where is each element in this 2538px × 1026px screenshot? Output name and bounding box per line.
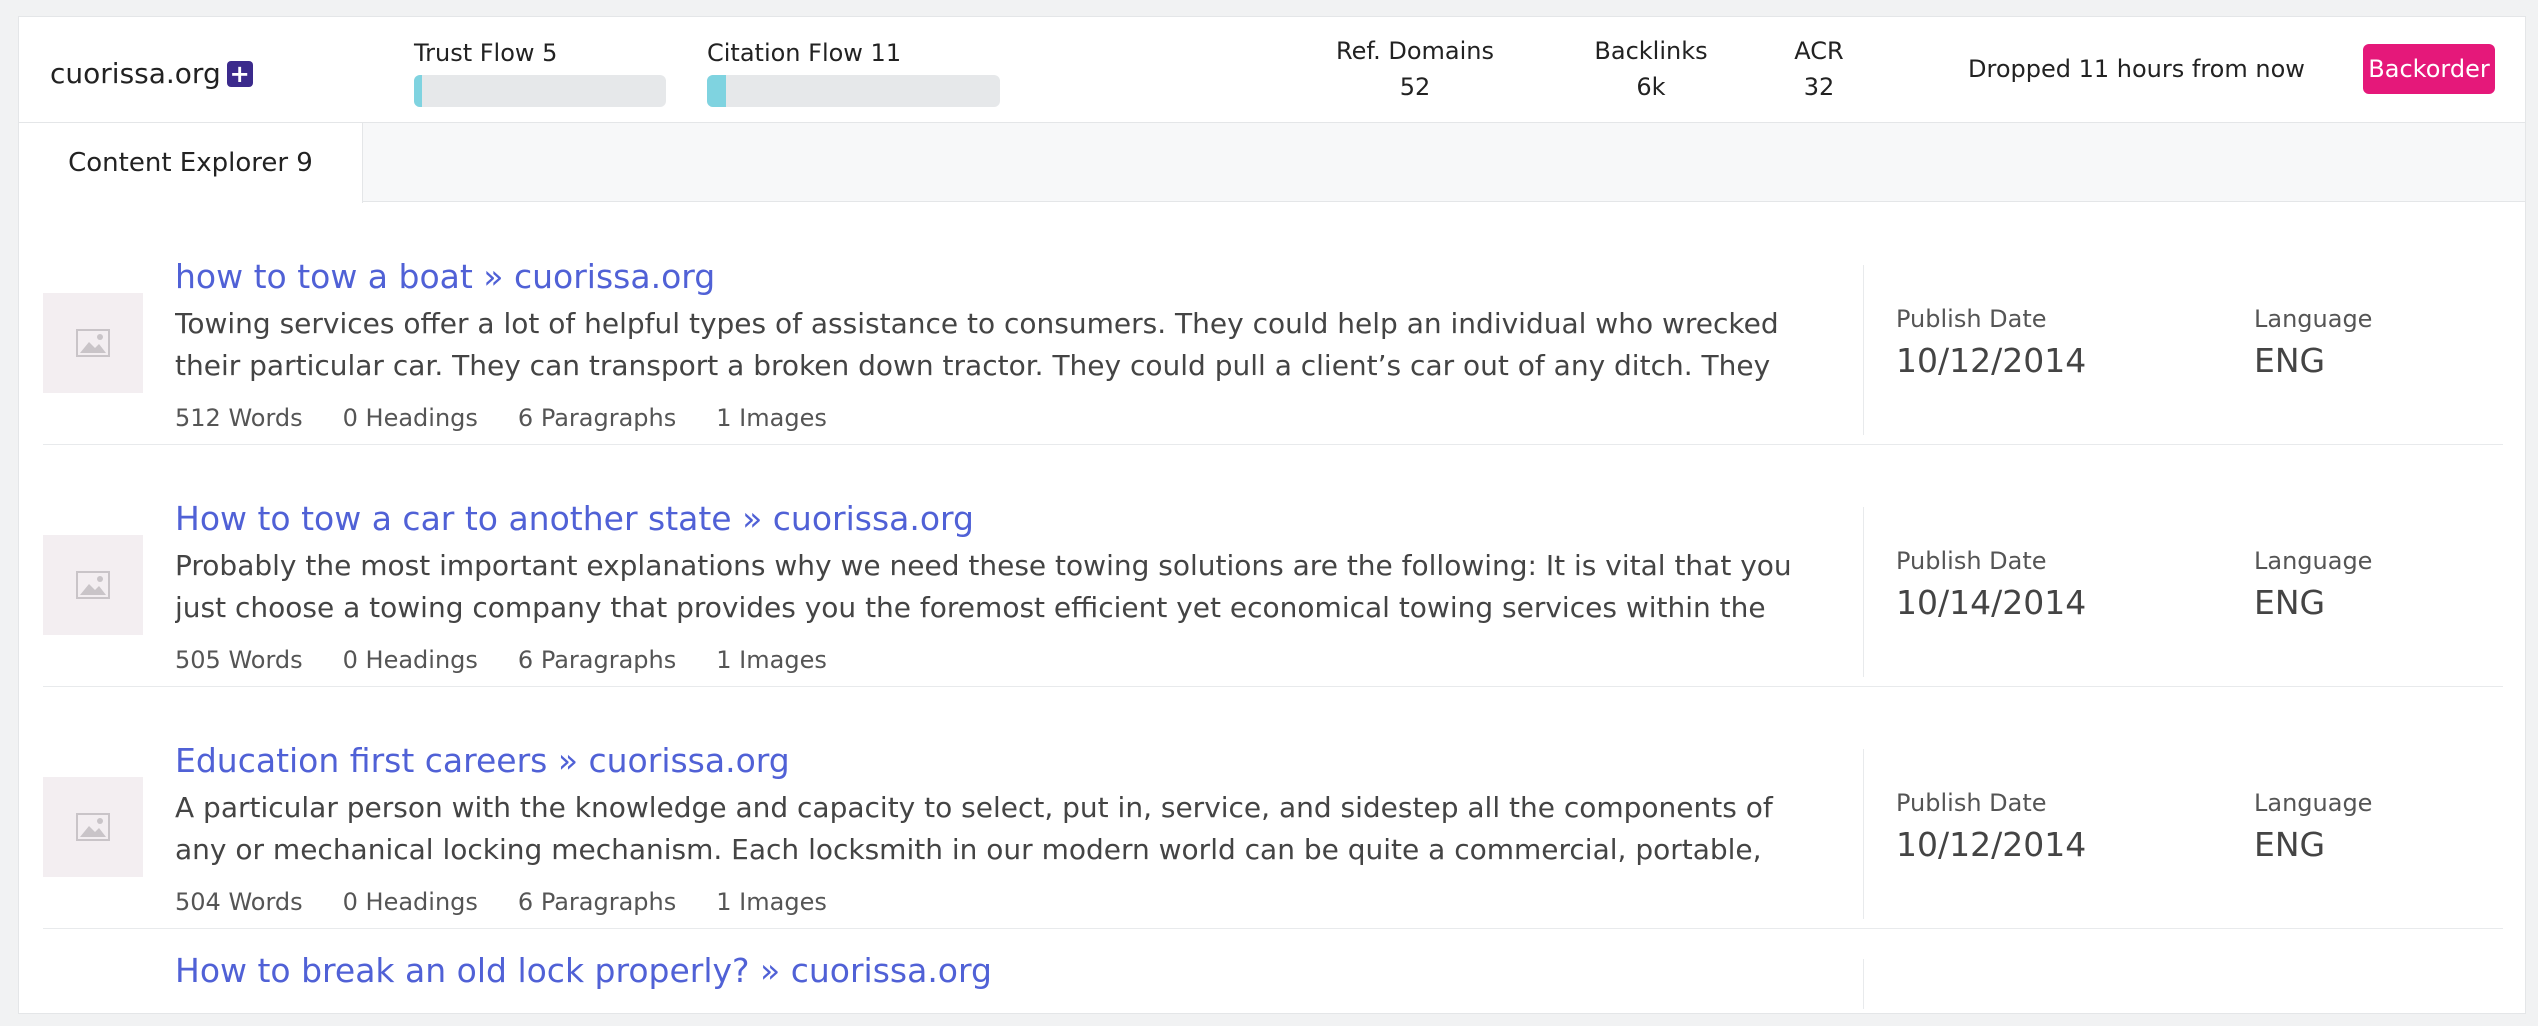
publish-date-value: 10/12/2014	[1896, 341, 2087, 380]
backlinks-value: 6k	[1636, 73, 1666, 101]
backlinks	[1581, 37, 1721, 101]
image-placeholder-icon	[76, 329, 110, 357]
word-count: 512 Words	[175, 404, 303, 432]
thumbnail	[43, 535, 143, 635]
paragraph-count: 6 Paragraphs	[517, 646, 677, 674]
language-label: Language	[2254, 789, 2373, 817]
article-title-link[interactable]: How to break an old lock properly? » cuorissa.org	[175, 951, 992, 990]
heading-count: 0 Headings	[342, 888, 478, 916]
language	[2254, 305, 2372, 380]
word-count: 504 Words	[175, 888, 303, 916]
list-item	[43, 445, 2503, 687]
trust-flow-bar	[414, 75, 666, 107]
backlinks-label: Backlinks	[1594, 37, 1708, 65]
word-count: 505 Words	[175, 646, 303, 674]
domain-header	[19, 17, 2525, 122]
language-value: ENG	[2254, 341, 2326, 380]
ref-domains-label: Ref. Domains	[1336, 37, 1494, 65]
article-title-link[interactable]: Education first careers » cuorissa.org	[175, 741, 790, 780]
tab-bar	[19, 122, 2525, 202]
divider	[1863, 265, 1864, 435]
dropped-status: Dropped 11 hours from now	[1968, 55, 2305, 83]
backorder-button[interactable]: Backorder	[2363, 44, 2495, 94]
list-item	[43, 687, 2503, 929]
article-title-link[interactable]: How to tow a car to another state » cuorissa.org	[175, 499, 974, 538]
language	[2254, 789, 2372, 864]
acr	[1779, 37, 1859, 101]
article-description: A particular person with the knowledge and capacity to select, put in, service, and sidestep all the components of any or mechanical locking mechanism. Each locksmith in our modern world can be quite a commercial, portable,	[175, 791, 1773, 866]
article-title-link[interactable]: how to tow a boat » cuorissa.org	[175, 257, 716, 296]
ref-domains-value: 52	[1399, 73, 1431, 101]
domain-name[interactable]	[50, 57, 253, 90]
publish-date-value: 10/12/2014	[1896, 825, 2087, 864]
acr-label: ACR	[1794, 37, 1844, 65]
list-item	[43, 929, 2503, 1009]
acr-value: 32	[1803, 73, 1835, 101]
ref-domains	[1335, 37, 1495, 101]
list-item	[43, 203, 2503, 445]
publish-date-value: 10/14/2014	[1896, 583, 2087, 622]
plus-square-icon[interactable]: +	[227, 61, 253, 87]
citation-flow-bar	[707, 75, 1000, 107]
publish-date	[1896, 305, 2086, 380]
trust-flow	[414, 39, 572, 107]
tab-content-explorer[interactable]: Content Explorer 9	[19, 122, 363, 203]
citation-flow	[707, 39, 1000, 107]
publish-date-label: Publish Date	[1896, 789, 2047, 817]
language-value: ENG	[2254, 583, 2326, 622]
trust-flow-label: Trust Flow 5	[414, 39, 558, 67]
article-description: Probably the most important explanations why we need these towing solutions are the following: It is vital that you just choose a towing company that provides you the foremost efficient yet economical towing services within the	[175, 549, 1792, 624]
article-list	[43, 203, 2503, 1009]
publish-date-label: Publish Date	[1896, 547, 2047, 575]
image-count: 1 Images	[716, 404, 827, 432]
divider	[1863, 959, 1864, 1009]
heading-count: 0 Headings	[342, 646, 478, 674]
heading-count: 0 Headings	[342, 404, 478, 432]
trust-flow-fill	[414, 75, 422, 107]
language-value: ENG	[2254, 825, 2326, 864]
language-label: Language	[2254, 305, 2373, 333]
citation-flow-fill	[707, 75, 726, 107]
language-label: Language	[2254, 547, 2373, 575]
thumbnail	[43, 293, 143, 393]
divider	[1863, 749, 1864, 919]
image-placeholder-icon	[76, 813, 110, 841]
paragraph-count: 6 Paragraphs	[517, 404, 677, 432]
publish-date	[1896, 547, 2086, 622]
publish-date	[1896, 789, 2086, 864]
publish-date-label: Publish Date	[1896, 305, 2047, 333]
article-stats	[175, 646, 827, 674]
divider	[1863, 507, 1864, 677]
domain-label[interactable]: cuorissa.org	[50, 57, 221, 90]
language	[2254, 547, 2372, 622]
thumbnail	[43, 777, 143, 877]
image-count: 1 Images	[716, 888, 827, 916]
image-count: 1 Images	[716, 646, 827, 674]
paragraph-count: 6 Paragraphs	[517, 888, 677, 916]
article-stats	[175, 888, 827, 916]
article-stats	[175, 404, 827, 432]
article-description: Towing services offer a lot of helpful types of assistance to consumers. They could help an individual who wrecked their particular car. They can transport a broken down tractor. They could pull a client’s car out of any ditch. They	[175, 307, 1779, 382]
domain-card	[18, 16, 2526, 1014]
citation-flow-label: Citation Flow 11	[707, 39, 902, 67]
image-placeholder-icon	[76, 571, 110, 599]
